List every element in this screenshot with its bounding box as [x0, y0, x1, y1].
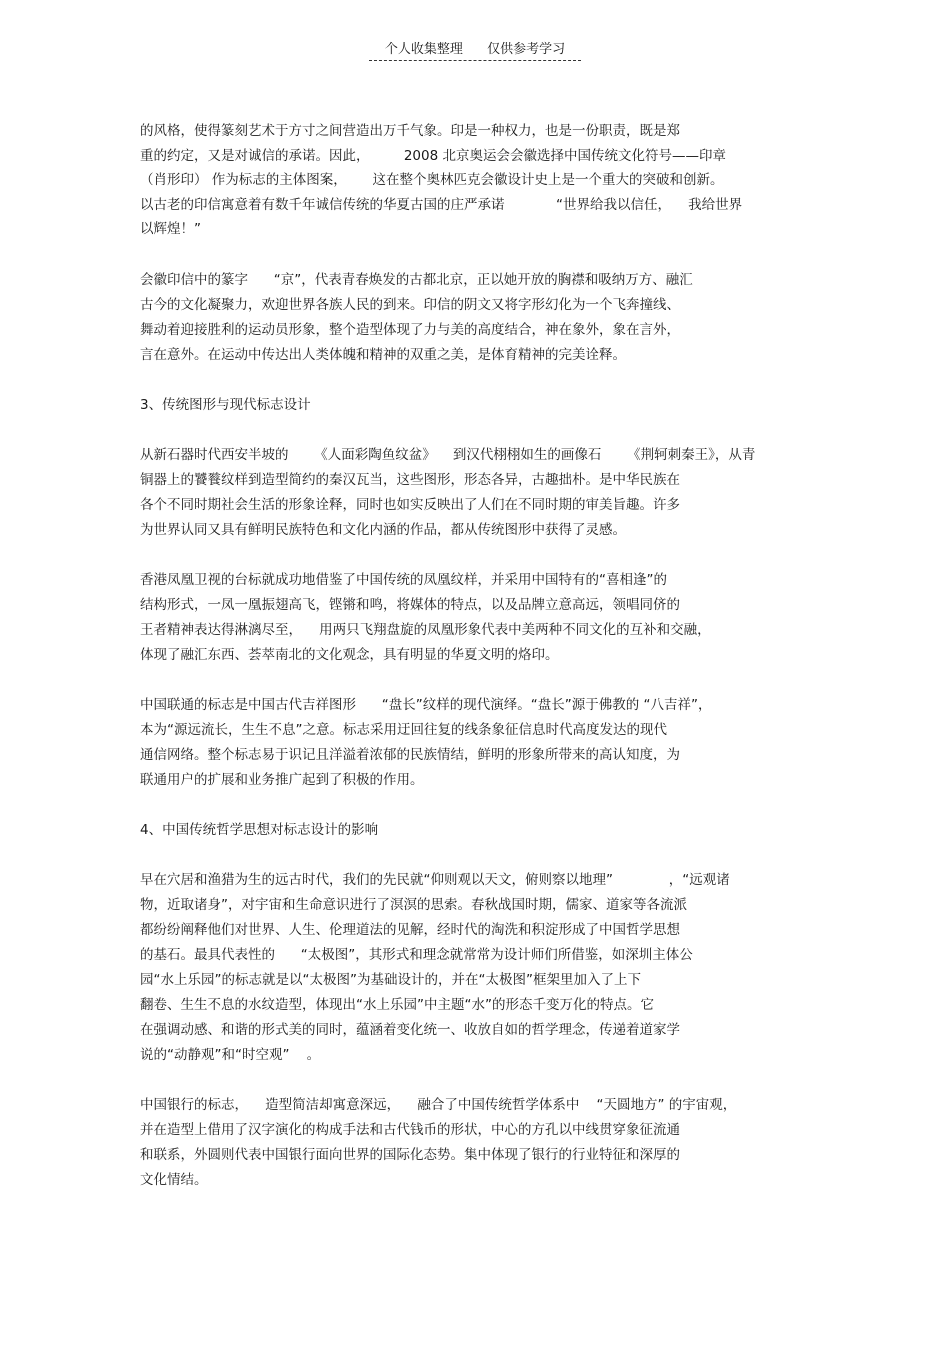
text-line: 并在造型上借用了汉字演化的构成手法和古代钱币的形状，中心的方孔以中线贯穿象征流通 — [140, 1122, 680, 1138]
text-line: 体现了融汇东西、荟萃南北的文化观念，具有明显的华夏文明的烙印。 — [140, 647, 559, 663]
text-line: 以古老的印信寓意着有数千年诚信传统的华夏古国的庄严承诺 “世界给我以信任， 我给世界 — [140, 197, 743, 213]
text-line: 会徽印信中的篆字 “京”，代表青春焕发的古都北京，正以她开放的胸襟和吸纳万方、融汇 — [140, 272, 693, 288]
header-left-text: 个人收集整理 — [384, 42, 463, 57]
header-underline — [369, 38, 581, 61]
text-line: 通信网络。整个标志易于识记且洋溢着浓郁的民族情结，鲜明的形象所带来的高认知度，为 — [140, 747, 680, 763]
text-line: （肖形印） 作为标志的主体图案， 这在整个奥林匹克会徽设计史上是一个重大的突破和创新。 — [140, 172, 724, 188]
text-line: 中国联通的标志是中国古代吉祥图形 “盘长”纹样的现代演绎。“盘长”源于佛教的 “八吉祥”， — [140, 697, 712, 713]
text-line: 从新石器时代西安半坡的 《人面彩陶鱼纹盆》 到汉代栩栩如生的画像石 《荆轲刺秦王》，从青 — [140, 447, 756, 463]
page-header — [0, 38, 950, 61]
text-line: 翻卷、生生不息的水纹造型，体现出“水上乐园”中主题“水”的形态千变万化的特点。它 — [140, 997, 654, 1013]
text-line: 都纷纷阐释他们对世界、人生、伦理道法的见解，经时代的淘洗和积淀形成了中国哲学思想 — [140, 922, 680, 938]
text-line: 在强调动感、和谐的形式美的同时，蕴涵着变化统一、收放自如的哲学理念，传递着道家学 — [140, 1022, 680, 1038]
text-line: 和联系，外圆则代表中国银行面向世界的国际化态势。集中体现了银行的行业特征和深厚的 — [140, 1147, 680, 1163]
text-line: 铜器上的饕餮纹样到造型简约的秦汉瓦当，这些图形，形态各异，古趣拙朴。是中华民族在 — [140, 472, 680, 488]
text-line: 古今的文化凝聚力，欢迎世界各族人民的到来。印信的阴文又将字形幻化为一个飞奔撞线、 — [140, 297, 680, 313]
text-line: 香港凤凰卫视的台标就成功地借鉴了中国传统的凤凰纹样，并采用中国特有的“喜相逢”的 — [140, 572, 667, 588]
text-line: 各个不同时期社会生活的形象诠释，同时也如实反映出了人们在不同时期的审美旨趣。许多 — [140, 497, 680, 513]
text-line: 早在穴居和渔猎为生的远古时代，我们的先民就“仰则观以天文，俯则察以地理” ，“远观诸 — [140, 872, 730, 888]
text-line: 本为“源远流长，生生不息”之意。标志采用迂回往复的线条象征信息时代高度发达的现代 — [140, 722, 667, 738]
text-line: 联通用户的扩展和业务推广起到了积极的作用。 — [140, 772, 424, 788]
text-line: 结构形式，一凤一凰振翅高飞，铿锵和鸣，将媒体的特点，以及品牌立意高远，领唱同侪的 — [140, 597, 680, 613]
text-line: 以辉煌！” — [140, 221, 201, 237]
text-line: 王者精神表达得淋漓尽至， 用两只飞翔盘旋的凤凰形象代表中美两种不同文化的互补和交融， — [140, 622, 711, 638]
text-line: 中国银行的标志， 造型简洁却寓意深远， 融合了中国传统哲学体系中 “天圆地方” 的宇宙观， — [140, 1097, 737, 1113]
text-line: 物，近取诸身”，对宇宙和生命意识进行了溟溟的思索。春秋战国时期，儒家、道家等各流派 — [140, 897, 687, 913]
text-line: 舞动着迎接胜利的运动员形象，整个造型体现了力与美的高度结合，神在象外，象在言外， — [140, 322, 680, 338]
text-line: 重的约定，又是对诚信的承诺。因此， 2008 北京奥运会会徽选择中国传统文化符号——印章 — [140, 148, 726, 164]
section-heading-3: 3、传统图形与现代标志设计 — [140, 397, 311, 413]
text-line: 言在意外。在运动中传达出人类体魄和精神的双重之美，是体育精神的完美诠释。 — [140, 347, 626, 363]
text-line: 的基石。最具代表性的 “太极图”，其形式和理念就常常为设计师们所借鉴，如深圳主体公 — [140, 947, 693, 963]
text-line: 园“水上乐园”的标志就是以“太极图”为基础设计的，并在“太极图”框架里加入了上下 — [140, 972, 641, 988]
header-right-text: 仅供参考学习 — [487, 42, 566, 57]
text-line: 说的“动静观”和“时空观” 。 — [140, 1047, 321, 1063]
text-line: 文化情结。 — [140, 1172, 208, 1188]
section-heading-4: 4、中国传统哲学思想对标志设计的影响 — [140, 822, 379, 838]
text-line: 为世界认同又具有鲜明民族特色和文化内涵的作品，都从传统图形中获得了灵感。 — [140, 522, 626, 538]
text-line: 的风格，使得篆刻艺术于方寸之间营造出万千气象。印是一种权力，也是一份职责，既是郑 — [140, 123, 680, 139]
